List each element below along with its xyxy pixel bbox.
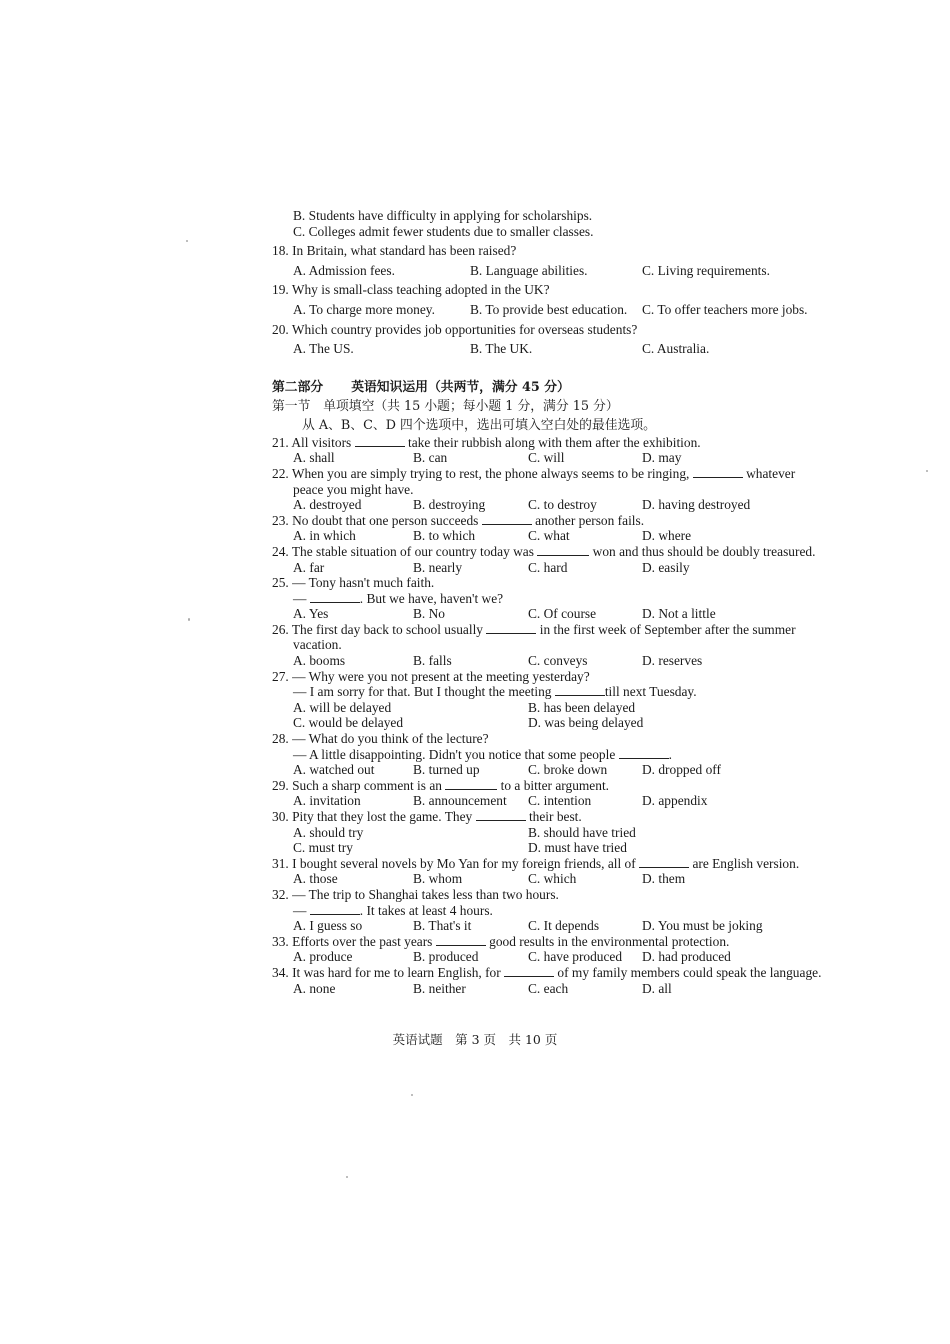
option-text: B. should have tried [528,824,636,840]
dialog-line [272,747,872,763]
option-text: D. where [642,528,692,544]
option-text: A. those [293,871,338,887]
option-text: A. Yes [293,606,329,622]
stem-text: won and thus should be doubly treasured. [592,543,816,559]
option-text: A. none [293,980,336,996]
option-row [272,263,872,279]
question-stem [272,575,872,591]
stem-text: 21. All visitors [272,434,352,450]
question-stem [272,731,872,747]
option-text: B. neither [413,980,466,996]
option-line [272,224,872,240]
dialog-text: — I am sorry for that. But I thought the meeting [293,684,552,700]
option-text: C. Living requirements. [642,262,770,278]
stem-text: whatever [746,465,796,481]
scan-speck [186,240,188,242]
option-row [272,606,872,622]
option-text: B. turned up [413,762,480,778]
scan-speck [926,470,928,472]
question-stem: 18. In Britain, what standard has been raised? [272,243,517,259]
option-text: C. To offer teachers more jobs. [642,301,808,317]
option-text: C. intention [528,793,592,809]
option-row [272,715,872,731]
option-row [272,341,872,357]
option-text: D. easily [642,559,690,575]
stem-text: their best. [528,809,582,824]
question-stem: 19. Why is small-class teaching adopted in the UK? [272,282,550,298]
option-text: A. far [293,559,325,575]
option-text: C. will [528,450,565,466]
option-text: D. may [642,450,682,466]
stem-text: are English version. [692,855,800,871]
option-text: D. reserves [642,653,703,669]
stem-text: of my family members could speak the language. [557,964,822,980]
option-text: B. falls [413,653,452,669]
option-text: B. No [413,606,445,622]
stem-text: 33. Efforts over the past years [272,933,433,949]
option-text: A. will be delayed [293,699,392,715]
option-text: C. It depends [528,918,600,934]
option-row [272,918,872,934]
option-text: C. would be delayed [293,715,404,731]
dialog-text: till next Tuesday. [604,684,697,700]
stem-text: 26. The first day back to school usually [272,621,483,637]
option-text: B. can [413,450,448,466]
option-row [272,793,872,809]
answer-blank [555,684,605,696]
option-text: C. Australia. [642,341,710,357]
answer-blank [436,934,486,946]
option-text: B. produced [413,949,479,965]
option-text: D. was being delayed [528,715,644,731]
option-text: A. watched out [293,762,375,778]
stem-text: 28. — What do you think of the lecture? [272,731,489,747]
question-stem [272,778,872,794]
option-text: D. dropped off [642,762,721,778]
question-stem [272,544,872,560]
option-text: D. must have tried [528,840,627,856]
option-text: B. To provide best education. [470,301,628,317]
answer-blank [693,466,743,478]
option-text: C. conveys [528,653,588,669]
stem-text: 32. — The trip to Shanghai takes less than two hours. [272,886,559,902]
option-text: A. I guess so [293,918,363,934]
option-text: C. Colleges admit fewer students due to smaller classes. [293,223,594,239]
option-line [272,208,872,224]
option-text: C. each [528,980,569,996]
answer-blank [486,622,536,634]
option-text: B. announcement [413,793,507,809]
stem-continuation: vacation. [293,637,342,653]
option-text: B. That's it [413,918,472,934]
question-stem [272,435,872,451]
dialog-line [272,684,872,700]
stem-text: another person fails. [535,512,645,528]
part-heading [272,377,872,397]
scan-speck [411,1094,413,1096]
option-text: D. You must be joking [642,918,763,934]
question-stem [272,856,872,872]
question-stem: 20. Which country provides job opportunities for overseas students? [272,321,638,337]
section-instruction: 从 A、B、C、D 四个选项中，选出可填入空白处的最佳选项。 [302,417,656,433]
stem-text: 24. The stable situation of our country today was [272,543,534,559]
part-subtitle: 英语知识运用（共两节，满分 45 分） [351,379,570,395]
page-footer: 英语试题 第 3 页 共 10 页 [392,1032,558,1047]
answer-blank [639,856,689,868]
option-row [272,528,872,544]
option-text: B. Students have difficulty in applying for scholarships. [293,208,593,223]
answer-blank [476,809,526,821]
option-text: B. Language abilities. [470,262,588,278]
dialog-line [272,591,872,607]
option-row [272,450,872,466]
option-text: A. Admission fees. [293,262,395,278]
part-title: 第二部分 [272,379,324,395]
option-text: B. nearly [413,559,463,575]
question-stem [272,809,872,825]
answer-blank [310,903,360,915]
stem-text: 27. — Why were you not present at the meeting yesterday? [272,668,590,684]
dialog-line [272,903,872,919]
dialog-text: — [293,590,307,606]
answer-blank [504,965,554,977]
option-text: B. to which [413,528,476,544]
stem-text: 22. When you are simply trying to rest, the phone always seems to be ringing, [272,465,690,481]
option-text: B. The UK. [470,341,533,357]
question-stem [272,513,872,529]
option-row [272,560,872,576]
question-stem [272,965,872,981]
answer-blank [310,591,360,603]
question-stem [272,934,872,950]
scan-speck [346,1176,348,1178]
answer-blank [482,513,532,525]
option-text: C. what [528,528,570,544]
question-stem [272,887,872,903]
option-row [272,700,872,716]
option-row [272,949,872,965]
option-text: D. had produced [642,949,731,965]
option-text: A. in which [293,528,356,544]
option-text: C. hard [528,559,568,575]
stem-text: 29. Such a sharp comment is an [272,777,442,793]
stem-text: to a bitter argument. [500,777,610,793]
option-text: B. destroying [413,497,486,513]
option-text: A. shall [293,450,335,466]
stem-text: 34. It was hard for me to learn English, for [272,964,501,980]
option-row [272,840,872,856]
question-stem [272,669,872,685]
exam-content [272,208,872,996]
option-text: A. To charge more money. [293,301,435,317]
option-text: A. invitation [293,793,361,809]
section-heading: 第一节 单项填空（共 15 小题；每小题 1 分，满分 15 分） [272,398,619,414]
option-text: C. Of course [528,606,597,622]
option-row [272,497,872,513]
option-text: C. have produced [528,949,623,965]
option-row [272,871,872,887]
option-text: C. must try [293,840,353,856]
option-text: A. produce [293,949,353,965]
option-text: A. booms [293,653,346,669]
answer-blank [619,747,669,759]
stem-text: in the first week of September after the summer [539,621,796,637]
stem-text: 31. I bought several novels by Mo Yan for my foreign friends, all of [272,855,636,871]
dialog-text: . It takes at least 4 hours. [359,902,493,918]
option-text: D. all [642,980,672,996]
option-text: D. them [642,871,686,887]
option-text: C. to destroy [528,497,597,513]
stem-text: take their rubbish along with them after the exhibition. [407,434,701,450]
stem-text: 23. No doubt that one person succeeds [272,512,479,528]
option-row [272,825,872,841]
stem-text: 30. Pity that they lost the game. They [272,809,473,824]
stem-continuation: peace you might have. [293,481,414,497]
question-stem [272,622,872,638]
scan-speck [188,618,190,621]
option-row [272,762,872,778]
option-text: B. whom [413,871,463,887]
option-text: D. having destroyed [642,497,751,513]
option-row [272,653,872,669]
question-stem [272,466,872,482]
option-text: D. appendix [642,793,708,809]
answer-blank [537,544,589,556]
option-row [272,302,872,318]
option-text: D. Not a little [642,606,716,622]
option-row [272,981,872,997]
answer-blank [355,435,405,447]
stem-text: 25. — Tony hasn't much faith. [272,575,435,591]
answer-blank [445,778,497,790]
stem-text: good results in the environmental protection. [489,933,730,949]
dialog-text: . But we have, haven't we? [359,590,504,606]
option-text: B. has been delayed [528,699,636,715]
option-text: A. should try [293,824,364,840]
dialog-text: — A little disappointing. Didn't you notice that some people [293,746,616,762]
option-text: C. broke down [528,762,608,778]
option-text: A. destroyed [293,497,362,513]
option-text: A. The US. [293,341,354,357]
dialog-text: — [293,902,307,918]
option-text: C. which [528,871,577,887]
dialog-text: . [668,746,672,762]
